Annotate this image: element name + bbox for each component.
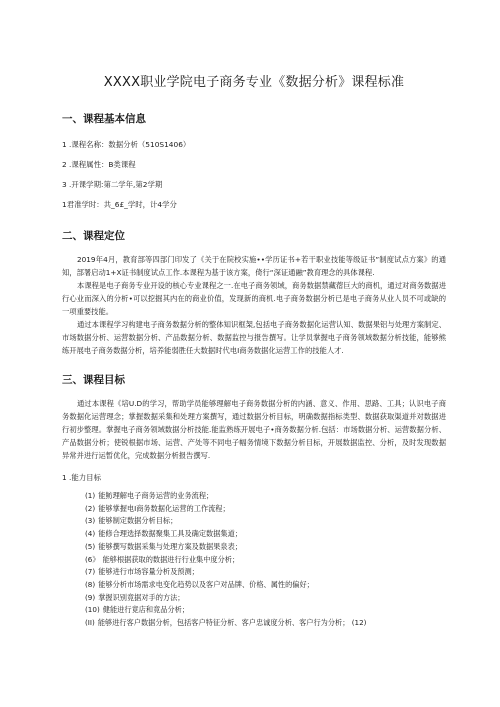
- section-heading-goals: 三、课程目标: [62, 374, 125, 386]
- basic-info-item: 3 .开课学期:第二学年,第2学期: [62, 180, 163, 189]
- list-item: (9) 掌握识别竟据对手的方法；: [85, 592, 185, 602]
- list-item: (7) 能够进行市场容量分析及预测；: [85, 567, 199, 577]
- list-item: (3) 能够制定数据分析目标；: [85, 516, 178, 526]
- section-heading-basic-info: 一、课程基本信息: [62, 113, 146, 125]
- basic-info-item: 1 .课程名称：数据分析（510S1406）: [62, 140, 191, 149]
- goals-intro-paragraph: 通过本课程《培U.D的学习，帮助学员能够理解电子商务数据分析的内涵、意义、作用、思路、工具；认识电子商务数据化运营理念；掌握数据采集和处理方案撰写，通过数据分析目标，明确数据指标类型、数据获取渠道并对数据进行初步整理。掌握电子商务领域数据分析技能.能监熟练开展电子•商务数据分析.包括：市场数据分析、运营数据分析、产品数据分析；使锐根据市场、运营、产处等不同电子幅务情境下数据分析目标，开展数据监控、分析，及时发现数据异常并进行运暂优化，完成数据分析报告撰写.: [62, 399, 446, 460]
- positioning-paragraph: 2019年4月，教育部等四部门印发了《关于在院校实施••学历证书+若干职业技能等级证书”制度试点方案》的通知，部署启动1+X证书制度试点工作.本课程为基于该方案，倚行“深证通融”教育理念的具体课程.: [62, 255, 446, 277]
- basic-info-item: 1君准学时：共_6£_学时，计4学分: [62, 200, 177, 209]
- basic-info-list: [62, 139, 446, 210]
- document-title: XXXX职业学院电子商务专业《数据分析》课程标准: [103, 75, 405, 90]
- list-item: (8) 能够分析市场需求电变化趋势以及客户对品牌、价格、属性的偏好；: [85, 579, 314, 589]
- positioning-paragraph: 本课程是电子商务专业开设的核心专业课程之一.在电子商务领域，商务数据禁藏蓿巨大的商机，通过对商务数据进行心业而深入的分析•可以挖掘其内在的商业价值，发现新的商机.电子商务数据分析已是电子商务从业人员不可或缺的一项重要技能。: [62, 281, 446, 316]
- list-item: (6》 能够根据获取的数据进行行业集中度分析；: [85, 554, 240, 564]
- list-item: (4) 能修合理选择数据聚集工具及确定数据集道；: [85, 529, 242, 539]
- ability-goals-heading: 1 .能力目标: [62, 473, 101, 482]
- basic-info-item: 2 .课程属性：B类课程: [62, 160, 136, 169]
- list-item: (10) 健能迸行竟店和竟品分析；: [85, 605, 190, 615]
- list-item: (2) 能够掌握电I商务数据化运营的工作流程；: [85, 503, 230, 513]
- list-item: (II) 能够进行客户数据分析，包括客户特征分析、客户忠诚度分析、客户行为分析； (12): [85, 618, 367, 628]
- ability-goals-list: [62, 490, 446, 630]
- section-heading-positioning: 二、课程定位: [62, 230, 125, 242]
- positioning-paragraph: 通过本课程学习构建电子商务数据分析的整体知识框架,包括电子商务数据化运营认知、数据果铝与处理方案制定、市场数据分析、运营数据分析、产品数据分析、数据监控与报告撰写。让学员掌握电子商务领域数据分析技能，能够熊练开展电子商务数据分析，培养能弱胜任大数据时代电I商务数据化运营工作的技能人才.: [62, 320, 446, 355]
- list-item: (1) 能鲂理解电子商务运营的业务流程；: [85, 491, 214, 500]
- list-item: (5) 能够撰写数据采集与处理方案及数据果泉表；: [85, 541, 242, 551]
